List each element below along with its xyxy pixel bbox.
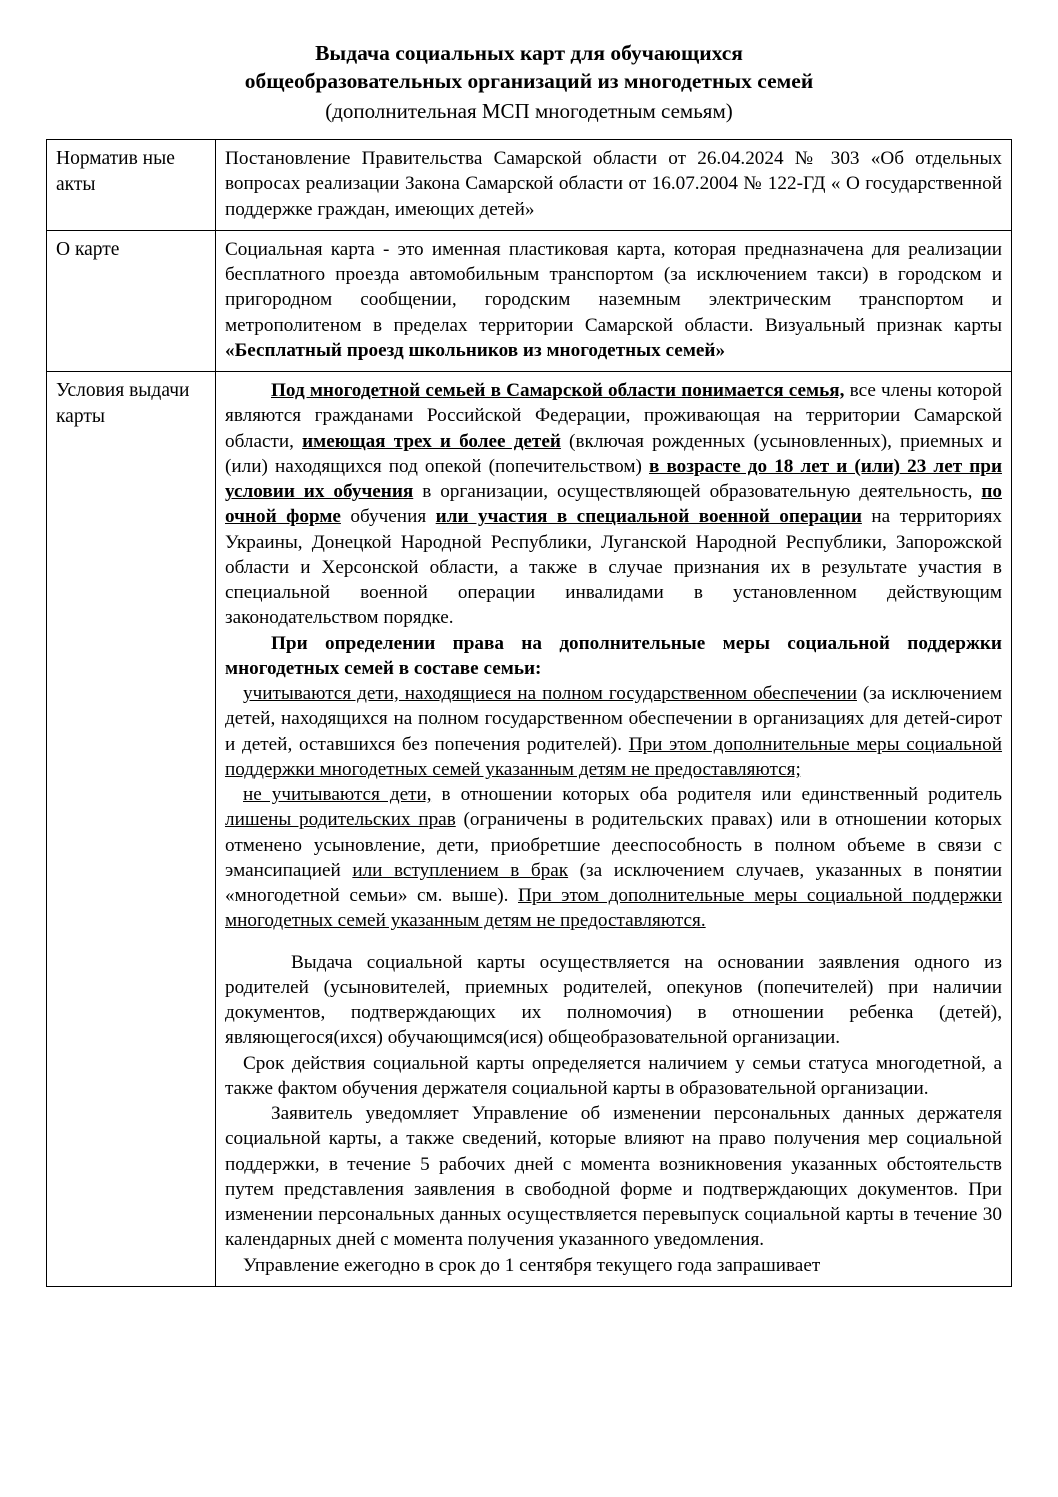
conditions-p3-a: учитываются дети, находящиеся на полном государственном обеспечении (243, 683, 857, 705)
conditions-paragraph-3 (225, 681, 1002, 782)
conditions-paragraph-1 (225, 378, 1002, 631)
conditions-p1-b: имеющая трех и более детей (302, 430, 561, 452)
table-row (47, 372, 1012, 1287)
page-subtitle: (дополнительная МСП многодетным семьям) (325, 98, 733, 123)
page-title-line-2: общеобразовательных организаций из многодетных семей (244, 68, 814, 93)
conditions-p4-g: При этом дополнительные меры социальной поддержки многодетных семей указанным детям не предоставляются. (225, 885, 1002, 932)
normative-acts-text: Постановление Правительства Самарской области от 26.04.2024 № 303 «Об отдельных вопросах реализации Закона Самарской области от 16.07.2004 № 122-ГД « О государственной поддержке граждан, имеющих детей» (225, 148, 1002, 220)
conditions-paragraph-4 (225, 782, 1002, 934)
page-title-line-1: Выдача социальных карт для обучающихся (315, 41, 743, 65)
row-label-about-card: О карте (47, 230, 216, 371)
conditions-p1-lead: Под многодетной семьей в Самарской области понимается семья, (271, 380, 845, 402)
conditions-p3-b: (за исключением детей, находящихся на полном государственном обеспечении в организациях для детей-сирот и детей, оставшихся без попечения родителей). (225, 683, 1002, 755)
table-row (47, 140, 1012, 231)
conditions-paragraph-5: Выдача социальной карты осуществляется на основании заявления одного из родителей (усыновителей, приемных родителей, опекунов (попечителей) при наличии документов, подтверждающих их полномочия) в отношении ребенка (детей), являющегося(ихся) обучающимся(ися) общеобразовательной организации. (225, 951, 1002, 1049)
about-card-highlight: «Бесплатный проезд школьников из многодетных семей» (225, 339, 726, 361)
conditions-paragraph-8: Управление ежегодно в срок до 1 сентября текущего года запрашивает (243, 1254, 821, 1276)
conditions-paragraph-7: Заявитель уведомляет Управление об изменении персональных данных держателя социальной карты, а также сведений, которые влияют на право получения мер социальной поддержки, в течение 5 рабочих дней с момента возникновения указанных обстоятельств путем представления заявления в свободной форме и подтверждающих документов. При изменении персональных данных осуществляется перевыпуск социальной карты в течение 30 календарных дней с момента получения указанного уведомления. (225, 1103, 1002, 1251)
row-content-normative-acts (216, 140, 1012, 231)
row-content-conditions (216, 372, 1012, 1287)
info-table (46, 139, 1012, 1287)
conditions-p1-c: (включая рожденных (усыновленных), приемных и (или) находящихся под опекой (попечительством) (225, 430, 1002, 477)
conditions-p1-i: на территориях Украины, Донецкой Народной Республики, Луганской Народной Республики, Запорожской области и Херсонской области, а также в случае признания их в результате участия в специальной военной операции инвалидами в установленном действующим законодательством порядке. (225, 506, 1002, 629)
conditions-p4-f: (за исключением случаев, указанных в понятии «многодетной семьи» см. выше). (225, 859, 1002, 907)
conditions-paragraph-6: Срок действия социальной карты определяется наличием у семьи статуса многодетной, а также фактом обучения держателя социальной карты в образовательной организации. (225, 1052, 1002, 1099)
table-row (47, 230, 1012, 371)
conditions-p1-f: по очной форме (225, 481, 1003, 528)
row-label-conditions: Условия выдачи карты (47, 372, 216, 1287)
conditions-p1-h: или участия в специальной военной операции (435, 506, 862, 528)
paragraph-spacer (225, 934, 1002, 950)
row-label-normative-acts: Норматив ные акты (47, 140, 216, 231)
conditions-p1-d: в возрасте до 18 лет и (или) 23 лет при условии их обучения (225, 455, 1003, 503)
conditions-p3-c: При этом дополнительные меры социальной поддержки многодетных семей указанным детям не предоставляются; (225, 733, 1003, 780)
row-content-about-card (216, 230, 1012, 371)
page-title (44, 40, 1014, 96)
conditions-p1-e: в организации, осуществляющей образовательную деятельность, (413, 481, 982, 503)
conditions-p4-c: лишены родительских прав (225, 809, 456, 831)
conditions-p4-a: не учитываются дети, (243, 784, 432, 806)
about-card-body: Социальная карта - это именная пластиковая карта, которая предназначена для реализации бесплатного проезда автомобильным транспортом (за исключением такси) в городском и пригородном сообщении, городским наземным электрическим транспортом и метрополитеном в пределах территории Самарской области. Визуальный признак карты (225, 238, 1002, 336)
conditions-paragraph-2: При определении права на дополнительные меры социальной поддержки многодетных семей в составе семьи: (225, 632, 1002, 679)
about-card-text (225, 237, 1002, 363)
conditions-p1-a: все члены которой являются гражданами Российской Федерации, проживающая на территории Самарской области, (225, 380, 1002, 452)
conditions-p4-d: (ограничены в родительских правах) или в отношении которых отменено усыновление, дети, приобретшие дееспособность в полном объеме в связи с эмансипацией (225, 809, 1003, 881)
conditions-p4-e: или вступлением в брак (352, 859, 569, 881)
conditions-p1-g: обучения (340, 506, 436, 528)
conditions-p4-b: в отношении которых оба родителя или единственный родитель (431, 784, 1002, 806)
